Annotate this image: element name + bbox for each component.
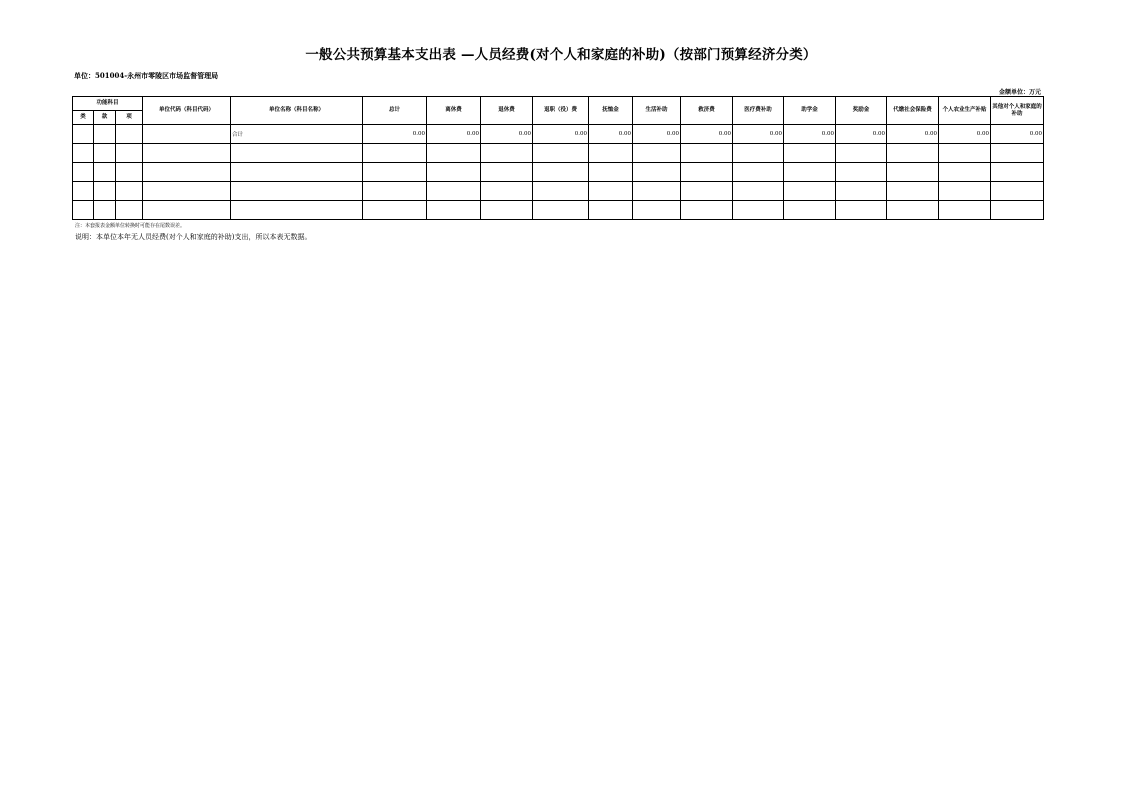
col-header-other-subsidy: 其他对个人和家庭的补助 xyxy=(991,97,1044,125)
table-cell xyxy=(533,201,589,220)
col-header-resignation: 退职（役）费 xyxy=(533,97,589,125)
col-header-reward: 奖励金 xyxy=(836,97,887,125)
table-cell xyxy=(231,144,363,163)
sub-header-category: 类 xyxy=(73,111,94,125)
table-cell xyxy=(589,163,633,182)
table-cell xyxy=(143,125,231,144)
table-cell xyxy=(427,182,481,201)
unit-label: 单位：501004-永州市零陵区市场监督管理局 xyxy=(74,71,219,80)
total-value: 0.00 xyxy=(939,125,991,144)
table-cell xyxy=(94,201,116,220)
table-cell xyxy=(836,163,887,182)
table-cell xyxy=(887,144,939,163)
table-cell xyxy=(116,125,143,144)
table-row xyxy=(73,182,1044,201)
col-header-living-subsidy: 生活补助 xyxy=(633,97,681,125)
table-cell xyxy=(116,144,143,163)
table-cell xyxy=(991,182,1044,201)
table-cell xyxy=(887,201,939,220)
total-value: 0.00 xyxy=(733,125,784,144)
total-value: 0.00 xyxy=(836,125,887,144)
table-cell xyxy=(784,182,836,201)
table-cell xyxy=(533,144,589,163)
table-cell xyxy=(991,201,1044,220)
table-cell xyxy=(589,182,633,201)
total-value: 0.00 xyxy=(427,125,481,144)
table-cell xyxy=(73,144,94,163)
total-value: 0.00 xyxy=(533,125,589,144)
table-cell xyxy=(939,144,991,163)
table-cell xyxy=(73,201,94,220)
table-cell xyxy=(784,201,836,220)
table-cell xyxy=(481,182,533,201)
total-value: 0.00 xyxy=(481,125,533,144)
table-cell xyxy=(481,144,533,163)
col-header-total: 总计 xyxy=(363,97,427,125)
table-cell xyxy=(991,163,1044,182)
table-cell xyxy=(481,201,533,220)
table-cell xyxy=(633,182,681,201)
sub-header-item: 项 xyxy=(116,111,143,125)
table-cell xyxy=(836,144,887,163)
table-cell xyxy=(733,201,784,220)
table-cell xyxy=(116,201,143,220)
table-cell xyxy=(939,182,991,201)
table-row-total xyxy=(73,125,1044,144)
table-cell xyxy=(633,144,681,163)
total-row-label: 合计 xyxy=(231,125,363,144)
table-cell xyxy=(887,182,939,201)
table-cell xyxy=(939,201,991,220)
col-header-medical-subsidy: 医疗费补助 xyxy=(733,97,784,125)
table-cell xyxy=(633,163,681,182)
table-cell xyxy=(533,163,589,182)
table-cell xyxy=(143,182,231,201)
table-cell xyxy=(73,125,94,144)
table-cell xyxy=(427,163,481,182)
table-cell xyxy=(784,144,836,163)
table-cell xyxy=(589,201,633,220)
table-cell xyxy=(363,201,427,220)
table-cell xyxy=(733,163,784,182)
col-header-relief: 救济费 xyxy=(681,97,733,125)
table-cell xyxy=(231,201,363,220)
table-cell xyxy=(231,163,363,182)
table-cell xyxy=(363,163,427,182)
table-cell xyxy=(231,182,363,201)
table-cell xyxy=(73,163,94,182)
table-row xyxy=(73,144,1044,163)
col-header-pension: 抚恤金 xyxy=(589,97,633,125)
col-header-retirement: 退休费 xyxy=(481,97,533,125)
table-cell xyxy=(836,201,887,220)
empty-rows xyxy=(73,144,1044,220)
table-row xyxy=(73,163,1044,182)
table-cell xyxy=(94,144,116,163)
table-cell xyxy=(633,201,681,220)
table-cell xyxy=(681,163,733,182)
table-cell xyxy=(94,125,116,144)
table-cell xyxy=(733,182,784,201)
table-cell xyxy=(427,201,481,220)
table-cell xyxy=(733,144,784,163)
table-cell xyxy=(73,182,94,201)
col-header-unit-name: 单位名称（科目名称） xyxy=(231,97,363,125)
total-value: 0.00 xyxy=(589,125,633,144)
footnote: 注：本套报表金额单位转换时可能存在尾数误差。 xyxy=(75,223,186,229)
table-cell xyxy=(533,182,589,201)
table-cell xyxy=(94,182,116,201)
amount-unit-label: 金额单位：万元 xyxy=(998,89,1041,96)
table-cell xyxy=(116,182,143,201)
total-value: 0.00 xyxy=(681,125,733,144)
col-header-grant: 助学金 xyxy=(784,97,836,125)
table-cell xyxy=(589,144,633,163)
table-cell xyxy=(836,182,887,201)
total-value: 0.00 xyxy=(363,125,427,144)
table-cell xyxy=(681,201,733,220)
total-value: 0.00 xyxy=(887,125,939,144)
table-cell xyxy=(94,163,116,182)
table-cell xyxy=(143,201,231,220)
col-header-unit-code: 单位代码（科目代码） xyxy=(143,97,231,125)
table-cell xyxy=(143,144,231,163)
total-value: 0.00 xyxy=(991,125,1044,144)
table-cell xyxy=(363,144,427,163)
explanation-text: 说明：本单位本年无人员经费(对个人和家庭的补助)支出，所以本表无数据。 xyxy=(75,233,312,241)
col-header-agri-subsidy: 个人农业生产补贴 xyxy=(939,97,991,125)
expenditure-table xyxy=(72,96,1044,220)
table-cell xyxy=(887,163,939,182)
table-cell xyxy=(991,144,1044,163)
table-cell xyxy=(681,182,733,201)
table-cell xyxy=(481,163,533,182)
table-cell xyxy=(427,144,481,163)
table-cell xyxy=(143,163,231,182)
col-header-social-insurance: 代缴社会保险费 xyxy=(887,97,939,125)
total-value: 0.00 xyxy=(633,125,681,144)
table-cell xyxy=(784,163,836,182)
col-header-retirement-off: 离休费 xyxy=(427,97,481,125)
function-subject-header: 功能科目 xyxy=(73,97,143,111)
table-row xyxy=(73,201,1044,220)
table-cell xyxy=(363,182,427,201)
sub-header-section: 款 xyxy=(94,111,116,125)
table-cell xyxy=(939,163,991,182)
report-title: 一般公共预算基本支出表 —人员经费(对个人和家庭的补助)（按部门预算经济分类） xyxy=(305,47,817,63)
total-value: 0.00 xyxy=(784,125,836,144)
table-cell xyxy=(116,163,143,182)
table-cell xyxy=(681,144,733,163)
